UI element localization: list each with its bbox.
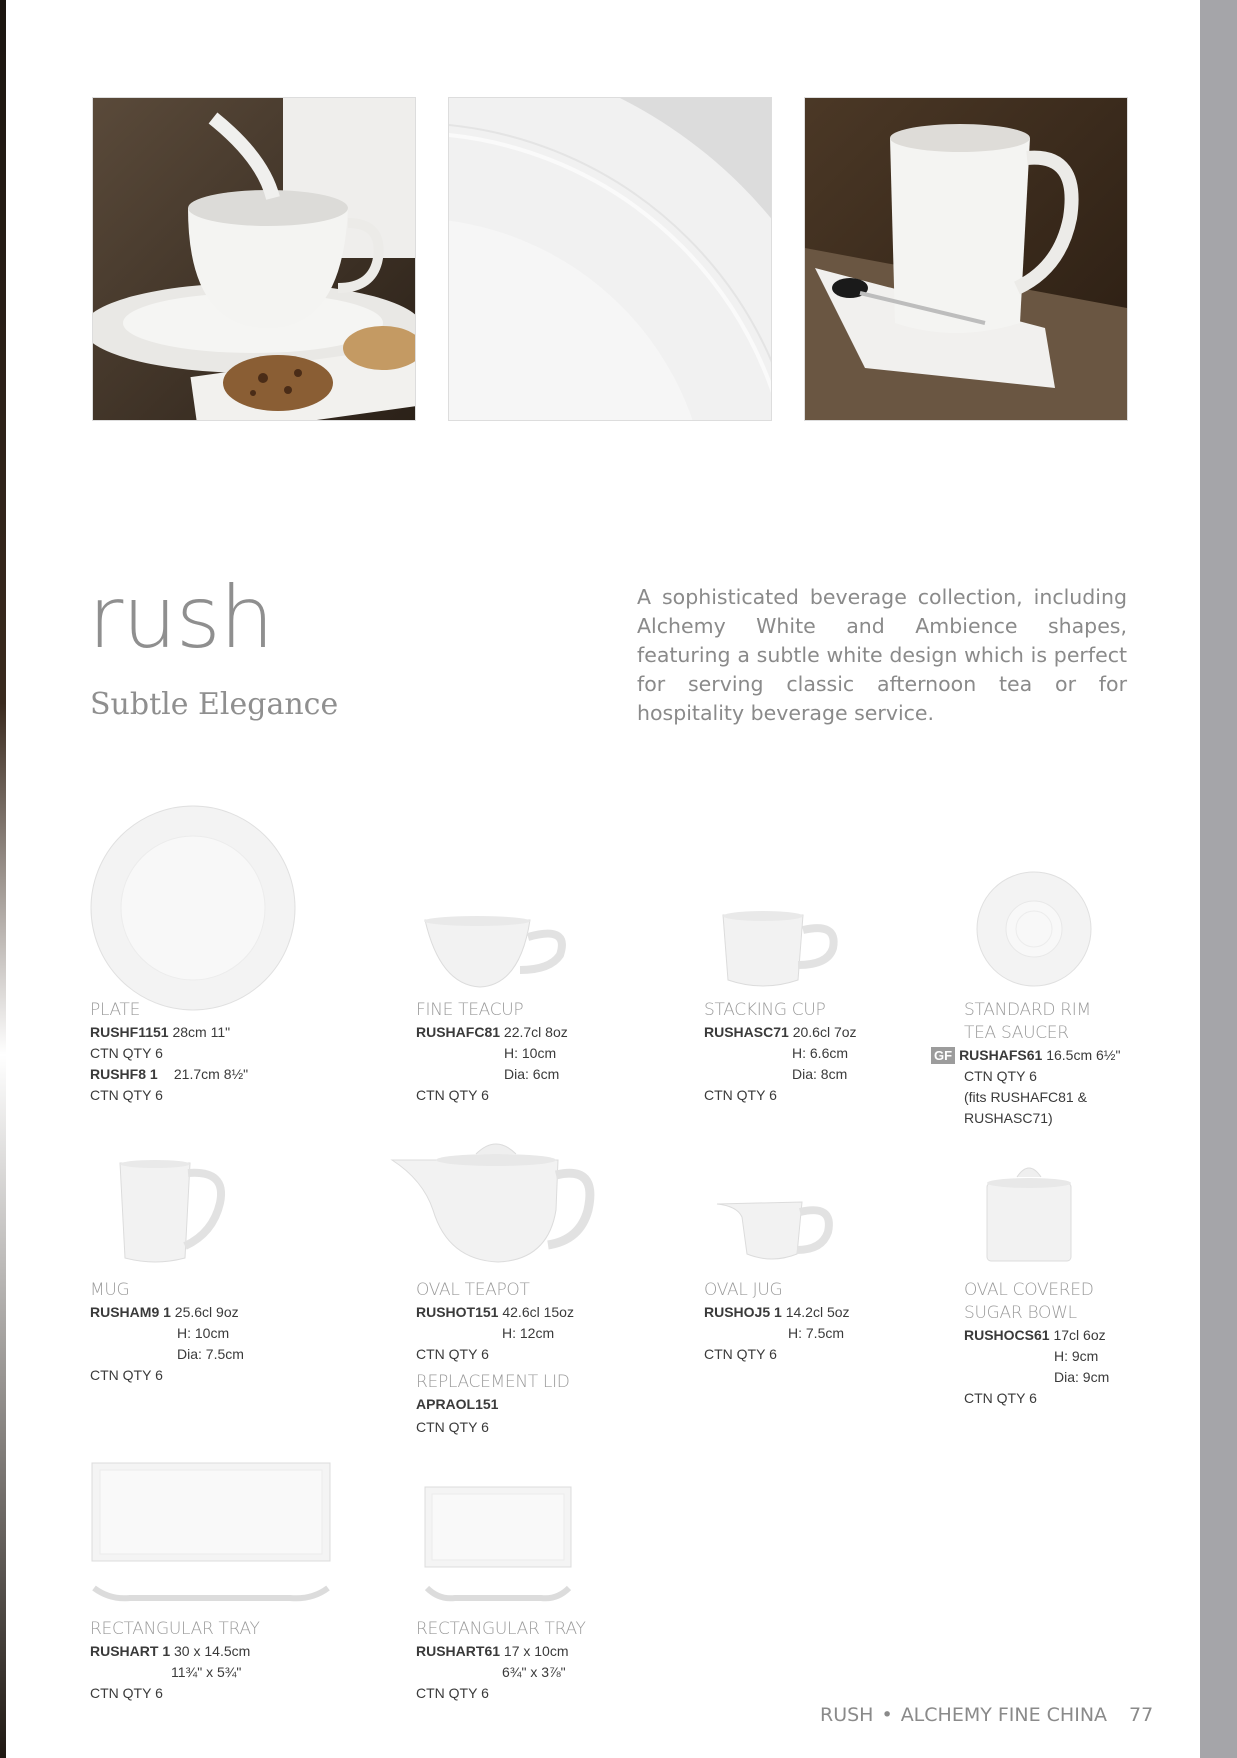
product-diameter: Dia: 7.5cm (177, 1346, 244, 1362)
product-code: RUSHART61 (416, 1643, 501, 1659)
teacup-photo (92, 97, 416, 421)
product-name: OVAL TEAPOT (416, 1280, 530, 1300)
product-height: H: 9cm (1054, 1348, 1099, 1364)
product-plate (90, 999, 248, 1106)
product-name-line-2: SUGAR BOWL (964, 1303, 1077, 1323)
product-height: H: 10cm (504, 1045, 557, 1061)
product-code: RUSHAFC81 (416, 1024, 501, 1040)
side-bar (1200, 0, 1237, 1758)
product-height: H: 10cm (177, 1325, 230, 1341)
product-code: RUSHOCS61 (964, 1327, 1050, 1343)
carton-qty: CTN QTY 6 (416, 1685, 489, 1701)
product-height: H: 7.5cm (788, 1325, 845, 1341)
product-name: STANDARD RIM (964, 1000, 1091, 1020)
product-code: RUSHAM9 1 (90, 1304, 171, 1320)
plate-rim-photo (448, 97, 772, 421)
product-code: RUSHF8 1 (90, 1066, 158, 1082)
product-diameter: Dia: 6cm (504, 1066, 560, 1082)
product-size: 21.7cm 8½" (173, 1066, 249, 1082)
rectangular-tray-small-image (423, 1484, 573, 1604)
product-code: RUSHF1151 (90, 1024, 169, 1040)
product-oval-teapot (416, 1279, 574, 1438)
footer-collection: ALCHEMY FINE CHINA (900, 1704, 1108, 1726)
carton-qty: CTN QTY 6 (90, 1367, 163, 1383)
carton-qty: CTN QTY 6 (964, 1068, 1037, 1084)
fine-teacup-image (420, 915, 570, 995)
product-code: RUSHASC71 (704, 1024, 789, 1040)
product-name: FINE TEACUP (416, 1000, 524, 1020)
carton-qty: CTN QTY 6 (416, 1419, 489, 1435)
replacement-lid-name: REPLACEMENT LID (416, 1372, 570, 1392)
product-capacity: 42.6cl 15oz (502, 1304, 574, 1320)
product-capacity: 14.2cl 5oz (785, 1304, 850, 1320)
product-code: RUSHOJ5 1 (704, 1304, 782, 1320)
product-name-line-2: TEA SAUCER (964, 1023, 1069, 1043)
product-stacking-cup (704, 999, 857, 1106)
stacking-cup-image (718, 910, 843, 995)
carton-qty: CTN QTY 6 (964, 1390, 1037, 1406)
mug-image (115, 1158, 230, 1268)
product-size-inches: 6¾" x 3⅞" (502, 1664, 566, 1680)
product-capacity: 22.7cl 8oz (503, 1024, 568, 1040)
product-name: RECTANGULAR TRAY (90, 1619, 260, 1639)
page-number: 77 (1129, 1704, 1154, 1726)
product-height: H: 6.6cm (792, 1045, 849, 1061)
gf-badge: GF (931, 1047, 955, 1064)
carton-qty: CTN QTY 6 (704, 1346, 777, 1362)
product-diameter: Dia: 8cm (792, 1066, 848, 1082)
product-height: H: 12cm (502, 1325, 555, 1341)
product-capacity: 25.6cl 9oz (174, 1304, 239, 1320)
product-size-inches: 11¾" x 5¾" (171, 1664, 242, 1680)
footer-separator: • (881, 1704, 893, 1726)
product-code: RUSHOT151 (416, 1304, 499, 1320)
product-rectangular-tray-small (416, 1618, 586, 1704)
carton-qty: CTN QTY 6 (90, 1685, 163, 1701)
rectangular-tray-large-image (90, 1460, 332, 1605)
product-capacity: 17cl 6oz (1053, 1327, 1106, 1343)
carton-qty: CTN QTY 6 (704, 1087, 777, 1103)
product-size: 16.5cm 6½" (1046, 1047, 1121, 1063)
page-edge (0, 0, 6, 1758)
fits-note: (fits RUSHAFC81 & (964, 1089, 1087, 1105)
fits-note-line-2: RUSHASC71) (964, 1110, 1053, 1126)
product-code: RUSHART 1 (90, 1643, 171, 1659)
carton-qty: CTN QTY 6 (90, 1087, 163, 1103)
product-fine-teacup (416, 999, 568, 1106)
product-size: 30 x 14.5cm (174, 1643, 251, 1659)
mug-photo (804, 97, 1128, 421)
collection-intro: A sophisticated beverage collection, including Alchemy White and Ambience shapes, featuring a subtle white design which is perfect for serving classic afternoon tea or for hospitality beverage service. (637, 585, 1127, 725)
product-rectangular-tray-large (90, 1618, 260, 1704)
product-diameter: Dia: 9cm (1054, 1369, 1110, 1385)
oval-teapot-image (388, 1140, 600, 1268)
carton-qty: CTN QTY 6 (90, 1045, 163, 1061)
product-tea-saucer (934, 999, 1121, 1129)
product-size: 28cm 11" (172, 1024, 231, 1040)
sugar-bowl-image (983, 1157, 1075, 1265)
product-name: OVAL COVERED (964, 1280, 1094, 1300)
collection-tagline: Subtle Elegance (90, 687, 339, 722)
product-capacity: 20.6cl 7oz (792, 1024, 857, 1040)
carton-qty: CTN QTY 6 (416, 1087, 489, 1103)
footer-brand: RUSH (820, 1704, 874, 1726)
product-name: OVAL JUG (704, 1280, 783, 1300)
product-oval-jug (704, 1279, 850, 1365)
product-name: RECTANGULAR TRAY (416, 1619, 586, 1639)
oval-jug-image (712, 1192, 837, 1267)
product-name: MUG (90, 1280, 130, 1300)
product-size: 17 x 10cm (503, 1643, 569, 1659)
carton-qty: CTN QTY 6 (416, 1346, 489, 1362)
collection-title: rush (88, 568, 274, 668)
plate-image (90, 805, 296, 1011)
product-sugar-bowl (964, 1279, 1109, 1409)
tea-saucer-image (975, 870, 1093, 988)
product-name: STACKING CUP (704, 1000, 826, 1020)
page-footer (820, 1704, 1180, 1726)
product-mug (90, 1279, 244, 1386)
product-code: RUSHAFS61 (959, 1047, 1043, 1063)
replacement-lid-code: APRAOL151 (416, 1396, 499, 1412)
product-name: PLATE (90, 1000, 141, 1020)
